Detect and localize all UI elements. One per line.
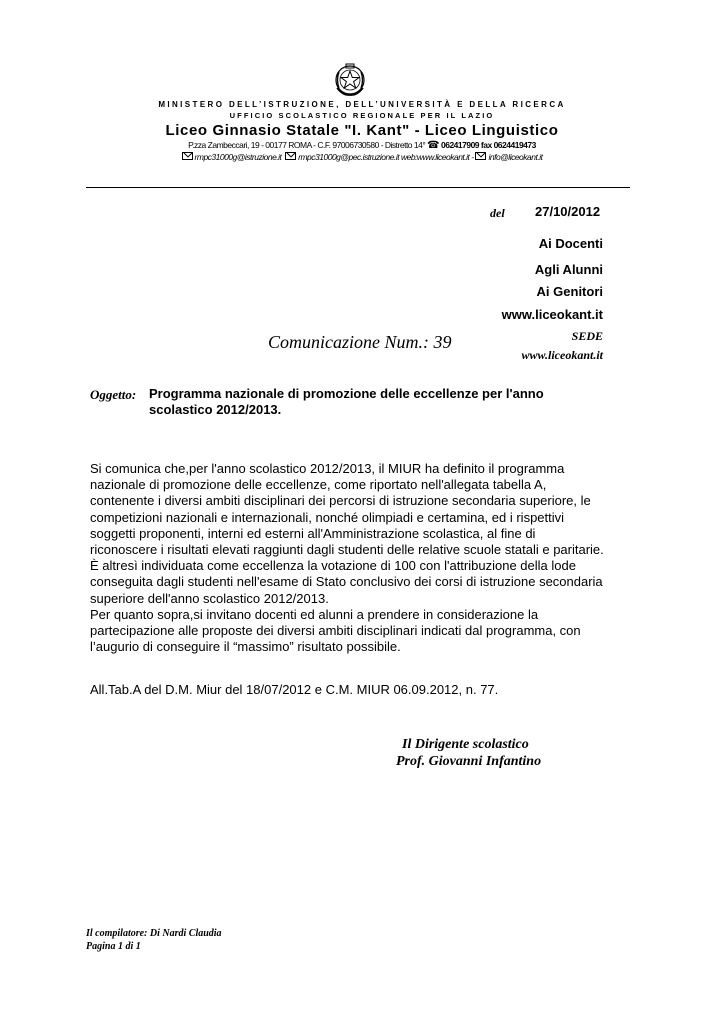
school-email: rmpc31000g@istruzione.it xyxy=(194,152,282,162)
body-line: È altresì individuata come eccellenza la votazione di 100 con l'attribuzione della lode xyxy=(90,558,576,574)
school-contacts-line xyxy=(0,152,724,162)
date-label: del xyxy=(490,206,505,220)
body-line: nazionale di promozione delle eccellenze, come riportato nell'allegata tabella A, xyxy=(90,477,547,493)
signer-name: Prof. Giovanni Infantino xyxy=(396,754,542,769)
body-paragraph xyxy=(90,461,650,655)
mail-icon xyxy=(285,152,296,160)
subject-line: Programma nazionale di promozione delle eccellenze per l'anno xyxy=(149,386,544,401)
recipient-sede: SEDE xyxy=(571,329,603,343)
school-address: P.zza Zambeccari, 19 - 00177 ROMA - C.F. 97006730580 - Distretto 14° xyxy=(188,140,426,150)
school-website: www.liceokant.it - xyxy=(416,152,474,162)
body-line: contenente i diversi ambiti disciplinari dei percorsi di istruzione secondaria superiore, le xyxy=(90,493,591,509)
phone-number: 062417909 xyxy=(440,140,480,150)
subject-line: scolastico 2012/2013. xyxy=(149,402,282,417)
recipient-students: Agli Alunni xyxy=(534,262,603,277)
body-line: Si comunica che,per l'anno scolastico 2012/2013, il MIUR ha definito il programma xyxy=(90,461,565,476)
recipient-website: www.liceokant.it xyxy=(501,307,603,322)
body-line: riconoscere i risultati elevati raggiunti dagli studenti delle relative scuole statali e paritarie. xyxy=(90,542,604,558)
italian-republic-emblem-icon xyxy=(333,62,367,98)
body-line: conseguita dagli studenti nell'esame di Stato conclusivo dei corsi di istruzione secondaria xyxy=(90,574,603,590)
signer-title: Il Dirigente scolastico xyxy=(402,737,529,752)
school-name: Liceo Ginnasio Statale "I. Kant" - Liceo Linguistico xyxy=(165,122,559,139)
recipient-parents: Ai Genitori xyxy=(536,284,603,299)
mail-icon xyxy=(182,152,193,160)
body-line: Per quanto sopra,si invitano docenti ed alunni a prendere in considerazione la xyxy=(90,606,539,622)
ministry-heading: MINISTERO DELL’ISTRUZIONE, DELL’UNIVERSITÀ E DELLA RICERCA xyxy=(158,100,566,109)
compiler-note: Il compilatore: Di Nardi Claudia xyxy=(86,928,222,939)
body-line: competizioni nazionali e internazionali, nonché olimpiadi e certamina, ed i rispettivi xyxy=(90,509,565,525)
sede-website: www.liceokant.it xyxy=(521,348,603,362)
subject-label: Oggetto: xyxy=(90,387,137,402)
body-line: soggetti proponenti, interni ed esterni all'Amministrazione scolastica, al fine di xyxy=(90,525,536,541)
school-info-email: info@liceokant.it xyxy=(488,152,543,162)
fax-label: fax xyxy=(480,140,492,150)
subject-text xyxy=(149,386,599,418)
phone-icon: ☎ xyxy=(427,140,440,151)
body-line: superiore dell'anno scolastico 2012/2013. xyxy=(90,590,329,606)
body-line: l’augurio di conseguire il “massimo” risultato possibile. xyxy=(90,639,401,655)
attachment-reference: All.Tab.A del D.M. Miur del 18/07/2012 e C.M. MIUR 06.09.2012, n. 77. xyxy=(90,682,499,697)
recipient-teachers: Ai Docenti xyxy=(538,236,603,251)
document-date: 27/10/2012 xyxy=(535,204,601,219)
fax-number: 0624419473 xyxy=(493,140,536,150)
communication-number: Comunicazione Num.: 39 xyxy=(268,332,452,352)
page-number: Pagina 1 di 1 xyxy=(86,941,141,952)
school-pec-email: rmpc31000g@pec.istruzione.it xyxy=(298,152,400,162)
web-prefix: web: xyxy=(400,152,417,162)
school-address-line xyxy=(0,140,724,151)
body-line: partecipazione alle proposte dei diversi ambiti disciplinari indicati dal programma, con xyxy=(90,623,581,639)
mail-icon xyxy=(475,152,486,160)
regional-office-heading: UFFICIO SCOLASTICO REGIONALE PER IL LAZIO xyxy=(229,111,495,120)
header-divider xyxy=(86,187,630,188)
